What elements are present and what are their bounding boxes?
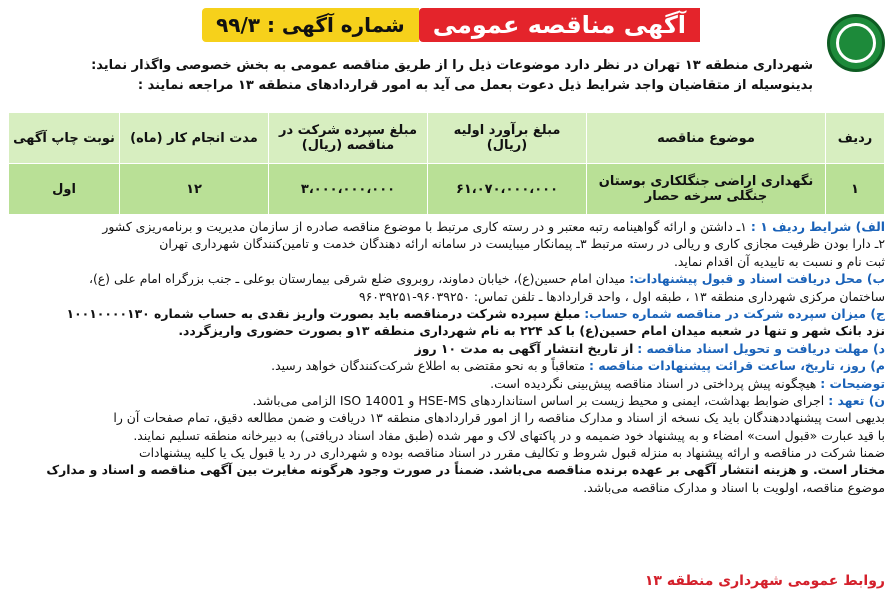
col-publication: نوبت چاپ آگهی	[9, 113, 120, 164]
notes-label: توضیحات :	[820, 375, 885, 391]
section-n-text: اجرای ضوابط بهداشت، ایمنی و محیط زیست بر اساس استانداردهای HSE-MS و ISO 14001 الزامی می‌باشد.	[252, 392, 825, 408]
cell-publication: اول	[9, 164, 120, 215]
section-d-text: از تاریخ انتشار آگهی به مدت ۱۰ روز	[414, 340, 634, 356]
section-b-line2: ساختمان مرکزی شهرداری منطقه ۱۳ ، طبقه اول ، واحد قراردادها ـ تلفن تماس: ۹۶۰۳۹۲۵۰-۹۶۰۳۹۲۵۱	[358, 288, 885, 304]
cell-duration: ۱۲	[120, 164, 269, 215]
cell-subject: نگهداری اراضی جنگلکاری بوستان جنگلی سرخه حصار	[587, 164, 826, 215]
public-relations-footer: روابط عمومی شهرداری منطقه ۱۳	[644, 573, 885, 589]
tender-table	[8, 112, 885, 215]
section-b-text: میدان امام حسین(ع)، خیابان دماوند، روبروی ضلع شرقی بیمارستان بوعلی ـ جنب بزرگراه امام علی (ع)،	[88, 271, 626, 287]
paragraph-3: ضمنا شرکت در مناقصه و ارائه پیشنهاد به منزله قبول شروط و تکالیف مقرر در اسناد مناقصه بوده و شهرداری در رد یا قبول یک یا کلیه پیشنهادات	[138, 445, 885, 461]
section-c-text: مبلغ سپرده شرکت درمناقصه باید بصورت واریز نقدی به حساب شماره ۱۰۰۱۰۰۰۰۱۳۰	[66, 305, 581, 321]
col-duration: مدت انجام کار (ماه)	[120, 113, 269, 164]
col-deposit: مبلغ سپرده شرکت در مناقصه (ریال)	[269, 113, 428, 164]
section-a-label: الف) شرایط ردیف ۱ :	[750, 219, 885, 234]
col-subject: موضوع مناقصه	[587, 113, 826, 164]
paragraph-5: موضوع مناقصه، اولویت با اسناد و مدارک مناقصه می‌باشد.	[583, 479, 885, 495]
notice-number: شماره آگهی : ۹۹/۳	[202, 8, 419, 42]
municipality-logo-icon	[827, 14, 885, 72]
section-n-label: ن) تعهد :	[828, 392, 885, 408]
cell-estimate: ۶۱،۰۷۰،۰۰۰،۰۰۰	[428, 164, 587, 215]
intro-text: در نظر دارد موضوعات ذیل را از طریق مناقصه عمومی به بخش خصوصی واگذار نماید:	[91, 58, 639, 73]
section-c-label: ج) میزان سپرده شرکت در مناقصه شماره حساب:	[584, 305, 885, 321]
title-banner	[180, 8, 700, 42]
section-c-line2: نزد بانک شهر و تنها در شعبه میدان امام حسین(ع) با کد ۲۲۴ به نام شهرداری منطقه ۱۳و بصورت حضوری واریزگردد.	[178, 323, 885, 339]
section-d-label: د) مهلت دریافت و تحویل اسناد مناقصه :	[637, 340, 885, 356]
section-m-text: متعاقباً و به نحو مقتضی به اطلاع شرکت‌کنندگان خواهد رسید.	[271, 358, 585, 374]
section-b-label: ب) محل دریافت اسناد و قبول پیشنهادات:	[629, 271, 885, 287]
section-a-line3: ثبت نام و نسبت به تاییدیه آن اقدام نماید.	[673, 253, 885, 269]
notes-text: هیچگونه پیش پرداختی در اسناد مناقصه پیش‌بینی نگردیده است.	[490, 375, 817, 391]
intro	[6, 56, 813, 96]
section-a-line2: ۲ـ دارا بودن ظرفیت مجازی کاری و ریالی در رسته مرتبط ۳ـ پیمانکار میبایست در سامانه ارائه دهندگان خدمت و تامین‌کنندگان شهرداری تهران	[159, 236, 885, 252]
section-a-text: ۱ـ داشتن و ارائه گواهینامه رتبه معتبر و در رسته کاری مرتبط با موضوع مناقصه صادره از سازمان مدیریت و برنامه‌ریزی کشور	[102, 219, 747, 234]
section-m-label: م) روز، تاریخ، ساعت قرائت پیشنهادات مناقصه :	[588, 358, 885, 374]
invitation-text: بدینوسیله از متقاضیان واجد شرایط ذیل دعوت بعمل می آید به امور قراردادهای منطقه ۱۳ مراجعه نمایند :	[137, 78, 813, 93]
paragraph-4: مختار است. و هزینه انتشار آگهی بر عهده برنده مناقصه می‌باشد. ضمناً در صورت وجود هرگونه مغایرت بین آگهی مناقصه و اسناد و مدارک	[46, 462, 885, 478]
cell-deposit: ۳،۰۰۰،۰۰۰،۰۰۰	[269, 164, 428, 215]
paragraph-2: با قید عبارت «قبول است» امضاء و به پیشنهاد خود ضمیمه و در پاکتهای لاک و مهر شده (طبق مفاد اسناد دریافتی) به دبیرخانه منطقه تسلیم نمایند.	[133, 427, 885, 443]
municipality-name: شهرداری منطقه ۱۳ تهران	[643, 58, 813, 73]
paragraph-1: بدیهی است پیشنهاددهندگان باید یک نسخه از اسناد و مدارک مناقصه را از امور قراردادهای منطقه ۱۳ دریافت و ضمن مطالعه دقیق، تمام صفحات آن را	[113, 410, 885, 426]
header	[8, 0, 885, 58]
col-row: ردیف	[826, 113, 885, 164]
table-row	[9, 164, 885, 215]
notice-title: آگهی مناقصه عمومی	[419, 8, 700, 42]
conditions	[8, 218, 885, 496]
cell-row: ۱	[826, 164, 885, 215]
col-estimate: مبلغ برآورد اولیه (ریال)	[428, 113, 587, 164]
